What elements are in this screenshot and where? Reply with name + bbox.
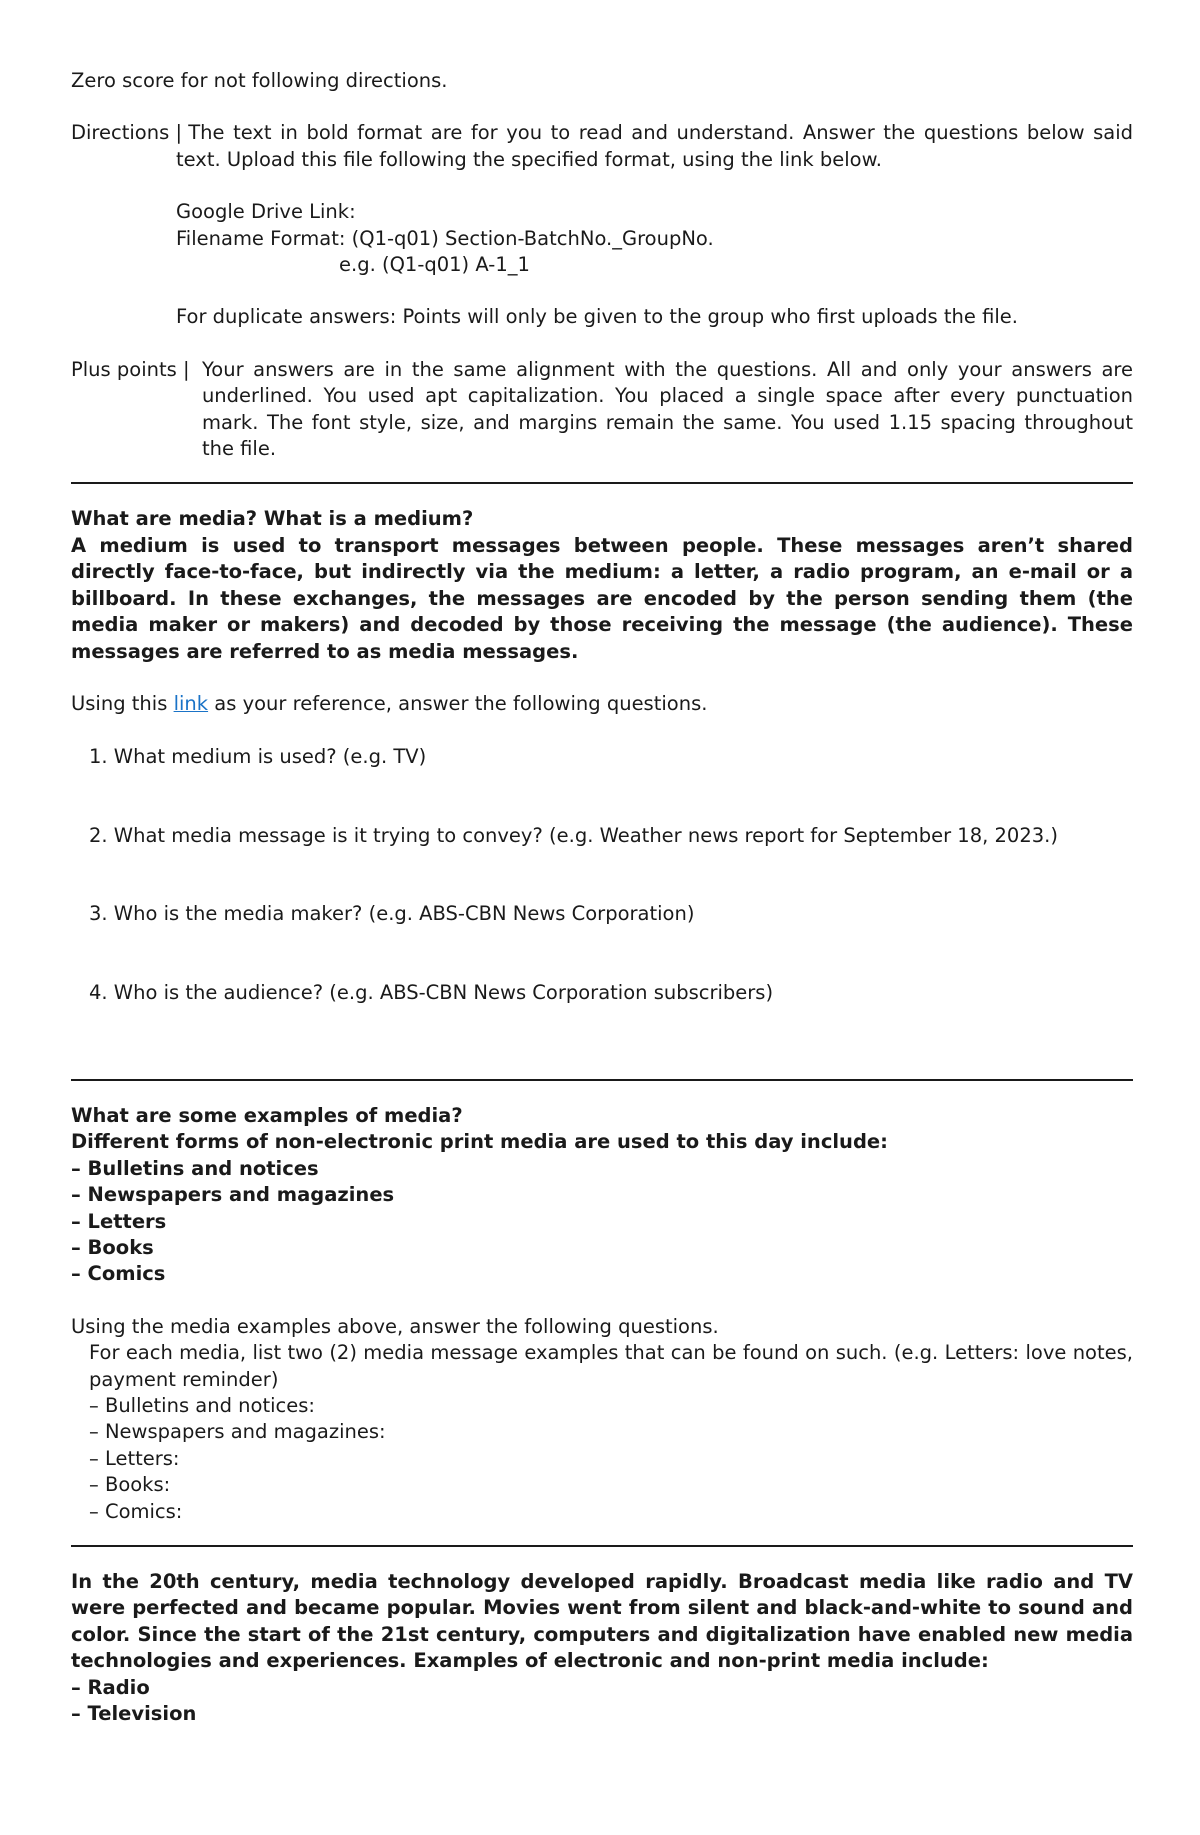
zero-score-note: Zero score for not following directions. (71, 69, 448, 92)
section1-body: A medium is used to transport messages between people. These messages aren’t shared directly face-to-face, but indirectly via the medium: a letter, a radio program, an e-mail or a billboard. In these exchanges, the messages are encoded by the person sending them (the media maker or makers) and decoded by those receiving the message (the audience). These messages are referred to as media messages. (71, 533, 1133, 663)
answer-line: – Books: (89, 1473, 171, 1497)
reference-link[interactable]: link (173, 691, 209, 715)
filename-format: Filename Format: (Q1-q01) Section-BatchNo._GroupNo. (176, 226, 714, 250)
plus-points-label: Plus points | (71, 357, 202, 381)
directions-text: The text in bold format are for you to read and understand. Answer the questions below said text. Upload this file following the specified format, using the link below. (176, 121, 1133, 171)
section-divider (71, 482, 1133, 484)
directions-label: Directions | (71, 121, 189, 145)
list-item: – Radio (71, 1675, 150, 1699)
list-item: – Books (71, 1235, 154, 1259)
answer-line: – Newspapers and magazines: (89, 1420, 386, 1444)
question-list (71, 744, 1133, 1006)
section2-heading: What are some examples of media? (71, 1103, 463, 1127)
section-divider (71, 1079, 1133, 1081)
list-item: – Newspapers and magazines (71, 1183, 395, 1207)
directions-text-wrap (71, 120, 1133, 173)
question-3: 3. Who is the media maker? (e.g. ABS-CBN News Corporation) (89, 902, 695, 926)
question-1: 1. What medium is used? (e.g. TV) (89, 745, 427, 769)
section3-body: In the 20th century, media technology developed rapidly. Broadcast media like radio and TV were perfected and became popular. Movies went from silent and black-and-white to sound and color. Since the start of the 21st century, computers and digitalization have enabled new media technologies and experiences. Examples of electronic and non-print media include: (71, 1570, 1133, 1673)
list-item: – Bulletins and notices (71, 1156, 319, 1180)
reference-line: Using this link as your reference, answer the following questions. (71, 691, 708, 715)
section-divider (71, 1545, 1133, 1547)
plus-points-text: Your answers are in the same alignment with the questions. All and only your answers are underlined. You used apt capitalization. You placed a single space after every punctuation mark. The font style, size, and margins remain the same. You used 1.15 spacing throughout the file. (201, 357, 1133, 461)
question-2: 2. What media message is it trying to convey? (e.g. Weather news report for September 18, 2023.) (89, 823, 1058, 847)
section2-intro: Different forms of non-electronic print media are used to this day include: (71, 1130, 888, 1154)
list-item: – Comics (71, 1262, 166, 1286)
filename-example: e.g. (Q1-q01) A-1_1 (339, 253, 530, 277)
answer-line: – Comics: (89, 1499, 183, 1523)
section2-prompt: Using the media examples above, answer the following questions. (71, 1314, 719, 1338)
drive-link-label: Google Drive Link: (176, 200, 356, 224)
list-item: – Letters (71, 1209, 167, 1233)
answer-line: – Bulletins and notices: (89, 1394, 315, 1418)
question-4: 4. Who is the audience? (e.g. ABS-CBN News Corporation subscribers) (89, 980, 774, 1004)
list-item: – Television (71, 1702, 197, 1726)
section2-instruction: For each media, list two (2) media message examples that can be found on such. (e.g. Letters: love notes, payment reminder) (89, 1341, 1133, 1391)
plus-points-block (71, 357, 1133, 463)
answer-line: – Letters: (89, 1446, 180, 1470)
duplicate-note: For duplicate answers: Points will only be given to the group who first uploads the file. (176, 305, 1018, 329)
document-page (71, 68, 1133, 1727)
section1-heading: What are media? What is a medium? (71, 507, 474, 531)
